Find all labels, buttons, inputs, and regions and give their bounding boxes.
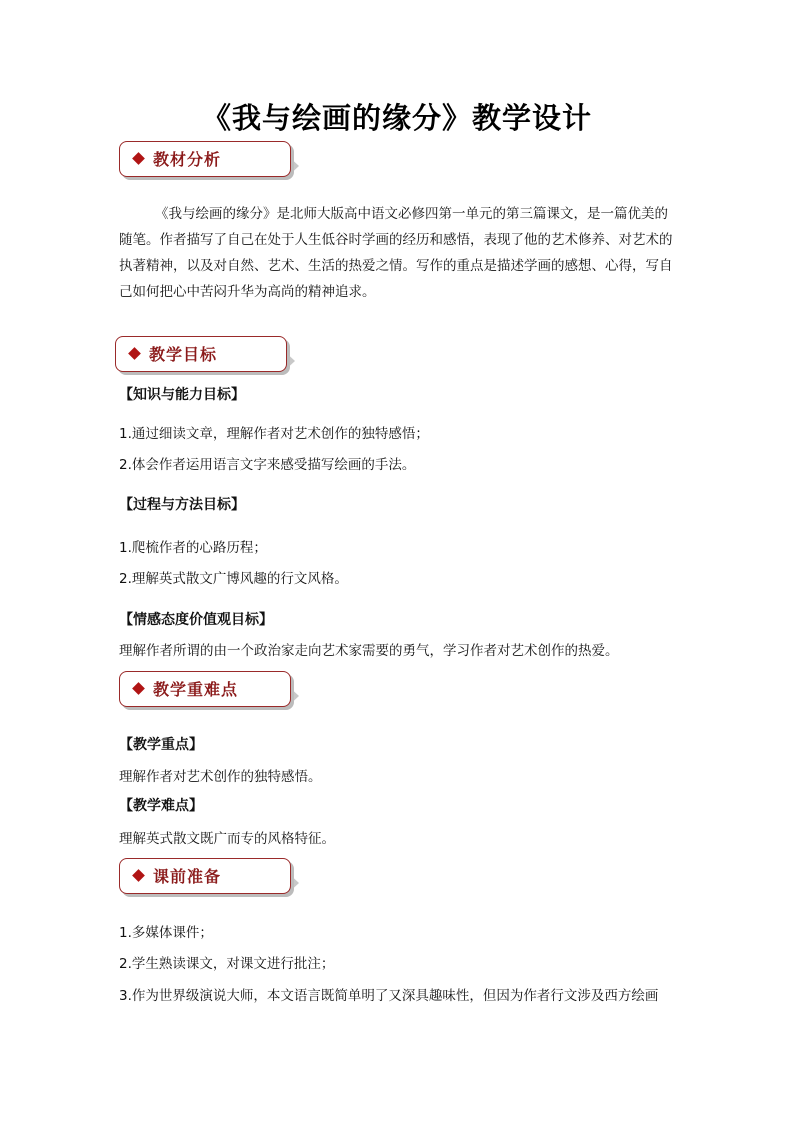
focus-text: 理解作者对艺术创作的独特感悟。 xyxy=(119,769,322,785)
analysis-paragraph: 《我与绘画的缘分》是北师大版高中语文必修四第一单元的第三篇课文，是一篇优美的随笔。作者描写了自己在处于人生低谷时学画的经历和感悟，表现了他的艺术修养、对艺术的执著精神，以及对自然、艺术、生活的热爱之情。写作的重点是描述学画的感想、心得，写自己如何把心中苦闷升华为高尚的精神追求。 xyxy=(119,206,673,300)
difficulty-text: 理解英式散文既广而专的风格特征。 xyxy=(119,831,335,847)
emotion-goal-text: 理解作者所谓的由一个政治家走向艺术家需要的勇气，学习作者对艺术创作的热爱。 xyxy=(119,643,619,659)
knowledge-goals-title: 【知识与能力目标】 xyxy=(119,387,245,403)
preparation-item: 1.多媒体课件； xyxy=(119,925,213,941)
focus-title: 【教学重点】 xyxy=(119,737,203,753)
process-goals-title: 【过程与方法目标】 xyxy=(119,497,245,513)
section-heading: 教学目标 xyxy=(149,345,218,364)
section-heading: 教学重难点 xyxy=(153,680,239,699)
knowledge-goal-item: 1.通过细读文章，理解作者对艺术创作的独特感悟； xyxy=(119,426,429,442)
document-title: 《我与绘画的缘分》教学设计 xyxy=(201,101,592,135)
difficulty-title: 【教学难点】 xyxy=(119,798,203,814)
section-header-analysis xyxy=(119,141,291,177)
process-goal-item: 1.爬梳作者的心路历程； xyxy=(119,540,267,556)
section-header-key-points xyxy=(119,671,291,707)
knowledge-goal-item: 2.体会作者运用语言文字来感受描写绘画的手法。 xyxy=(119,457,416,473)
process-goal-item: 2.理解英式散文广博风趣的行文风格。 xyxy=(119,571,348,587)
section-header-goals xyxy=(115,336,287,372)
section-heading: 课前准备 xyxy=(153,867,222,886)
preparation-item: 3.作为世界级演说大师，本文语言既简单明了又深具趣味性，但因为作者行文涉及西方绘画 xyxy=(119,988,659,1004)
emotion-goals-title: 【情感态度价值观目标】 xyxy=(119,612,273,628)
section-heading: 教材分析 xyxy=(153,150,222,169)
preparation-item: 2.学生熟读课文，对课文进行批注； xyxy=(119,956,335,972)
section-header-preparation xyxy=(119,858,291,894)
